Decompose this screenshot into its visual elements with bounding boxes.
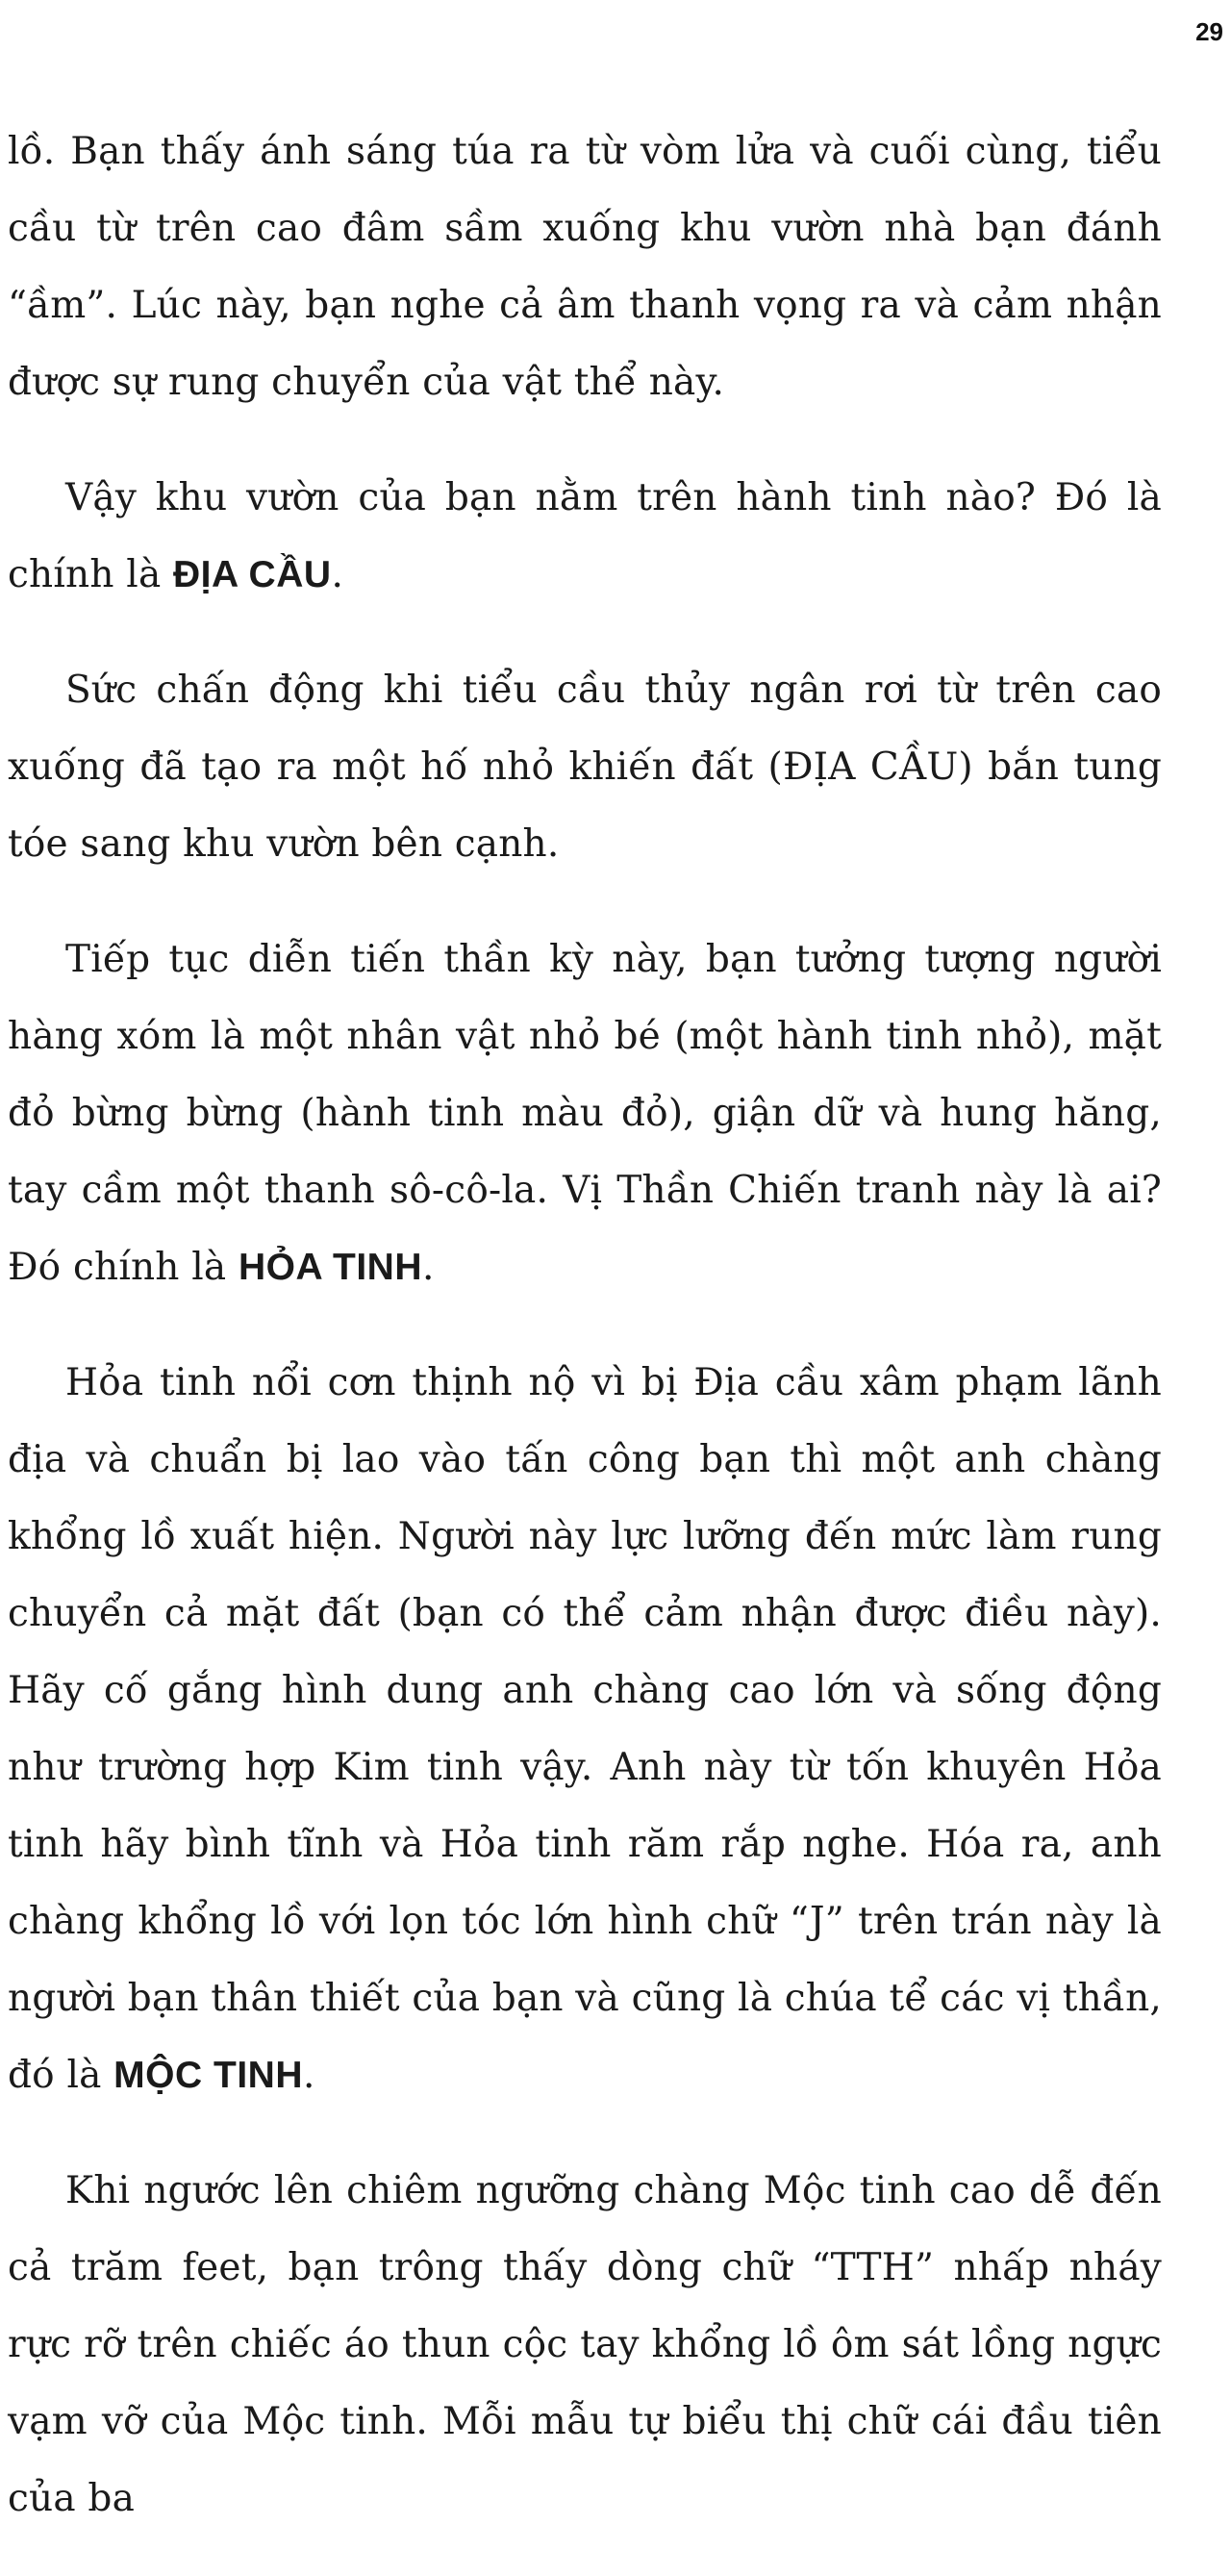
paragraph-4-bold-term: HỎA TINH: [238, 1247, 422, 1288]
paragraph-5-text: Hỏa tinh nổi cơn thịnh nộ vì bị Địa cầu xâm phạm lãnh địa và chuẩn bị lao vào tấn công bạn thì một anh chàng khổng lồ xuất hiện. Người này lực lưỡng đến mức làm rung chuyển cả mặt đất (bạn có thể cảm nhận được điều này). Hãy cố gắng hình dung anh chàng cao lớn và sống động như trường hợp Kim tinh vậy. Anh này từ tốn khuyên Hỏa tinh hãy bình tĩnh và Hỏa tinh răm rắp nghe. Hóa ra, anh chàng khổng lồ với lọn tóc lớn hình chữ “J” trên trán này là người bạn thân thiết của bạn và cũng là chúa tể các vị thần, đó là: [8, 1361, 1162, 2097]
paragraph-2-text: Vậy khu vườn của bạn nằm trên hành tinh nào? Đó là chính là: [8, 476, 1162, 596]
paragraph-5-bold-term: MỘC TINH: [113, 2055, 303, 2096]
page-number: 29: [1195, 17, 1223, 46]
paragraph-2-tail: .: [331, 553, 344, 596]
text-body: [8, 114, 1162, 2576]
paragraph-1: [8, 114, 1162, 421]
paragraph-4-tail: .: [422, 1246, 435, 1289]
paragraph-1-text: lồ. Bạn thấy ánh sáng túa ra từ vòm lửa và cuối cùng, tiểu cầu từ trên cao đâm sầm xuống khu vườn nhà bạn đánh “ầm”. Lúc này, bạn nghe cả âm thanh vọng ra và cảm nhận được sự rung chuyển của vật thể này.: [8, 130, 1162, 404]
paragraph-6: [8, 2153, 1162, 2538]
paragraph-4: [8, 922, 1162, 1306]
paragraph-5: [8, 1345, 1162, 2114]
paragraph-3: [8, 652, 1162, 883]
paragraph-2: [8, 460, 1162, 614]
paragraph-5-tail: .: [302, 2054, 315, 2097]
paragraph-3-text: Sức chấn động khi tiểu cầu thủy ngân rơi từ trên cao xuống đã tạo ra một hố nhỏ khiến đất (ĐỊA CẦU) bắn tung tóe sang khu vườn bên cạnh.: [8, 669, 1162, 866]
paragraph-4-text: Tiếp tục diễn tiến thần kỳ này, bạn tưởng tượng người hàng xóm là một nhân vật nhỏ bé (một hành tinh nhỏ), mặt đỏ bừng bừng (hành tinh màu đỏ), giận dữ và hung hăng, tay cầm một thanh sô-cô-la. Vị Thần Chiến tranh này là ai? Đó chính là: [8, 938, 1162, 1289]
paragraph-2-bold-term: ĐỊA CẦU: [173, 554, 332, 595]
paragraph-6-text: Khi ngước lên chiêm ngưỡng chàng Mộc tinh cao dễ đến cả trăm feet, bạn trông thấy dòng chữ “TTH” nhấp nháy rực rỡ trên chiếc áo thun cộc tay khổng lồ ôm sát lồng ngực vạm vỡ của Mộc tinh. Mỗi mẫu tự biểu thị chữ cái đầu tiên của ba: [8, 2169, 1162, 2520]
